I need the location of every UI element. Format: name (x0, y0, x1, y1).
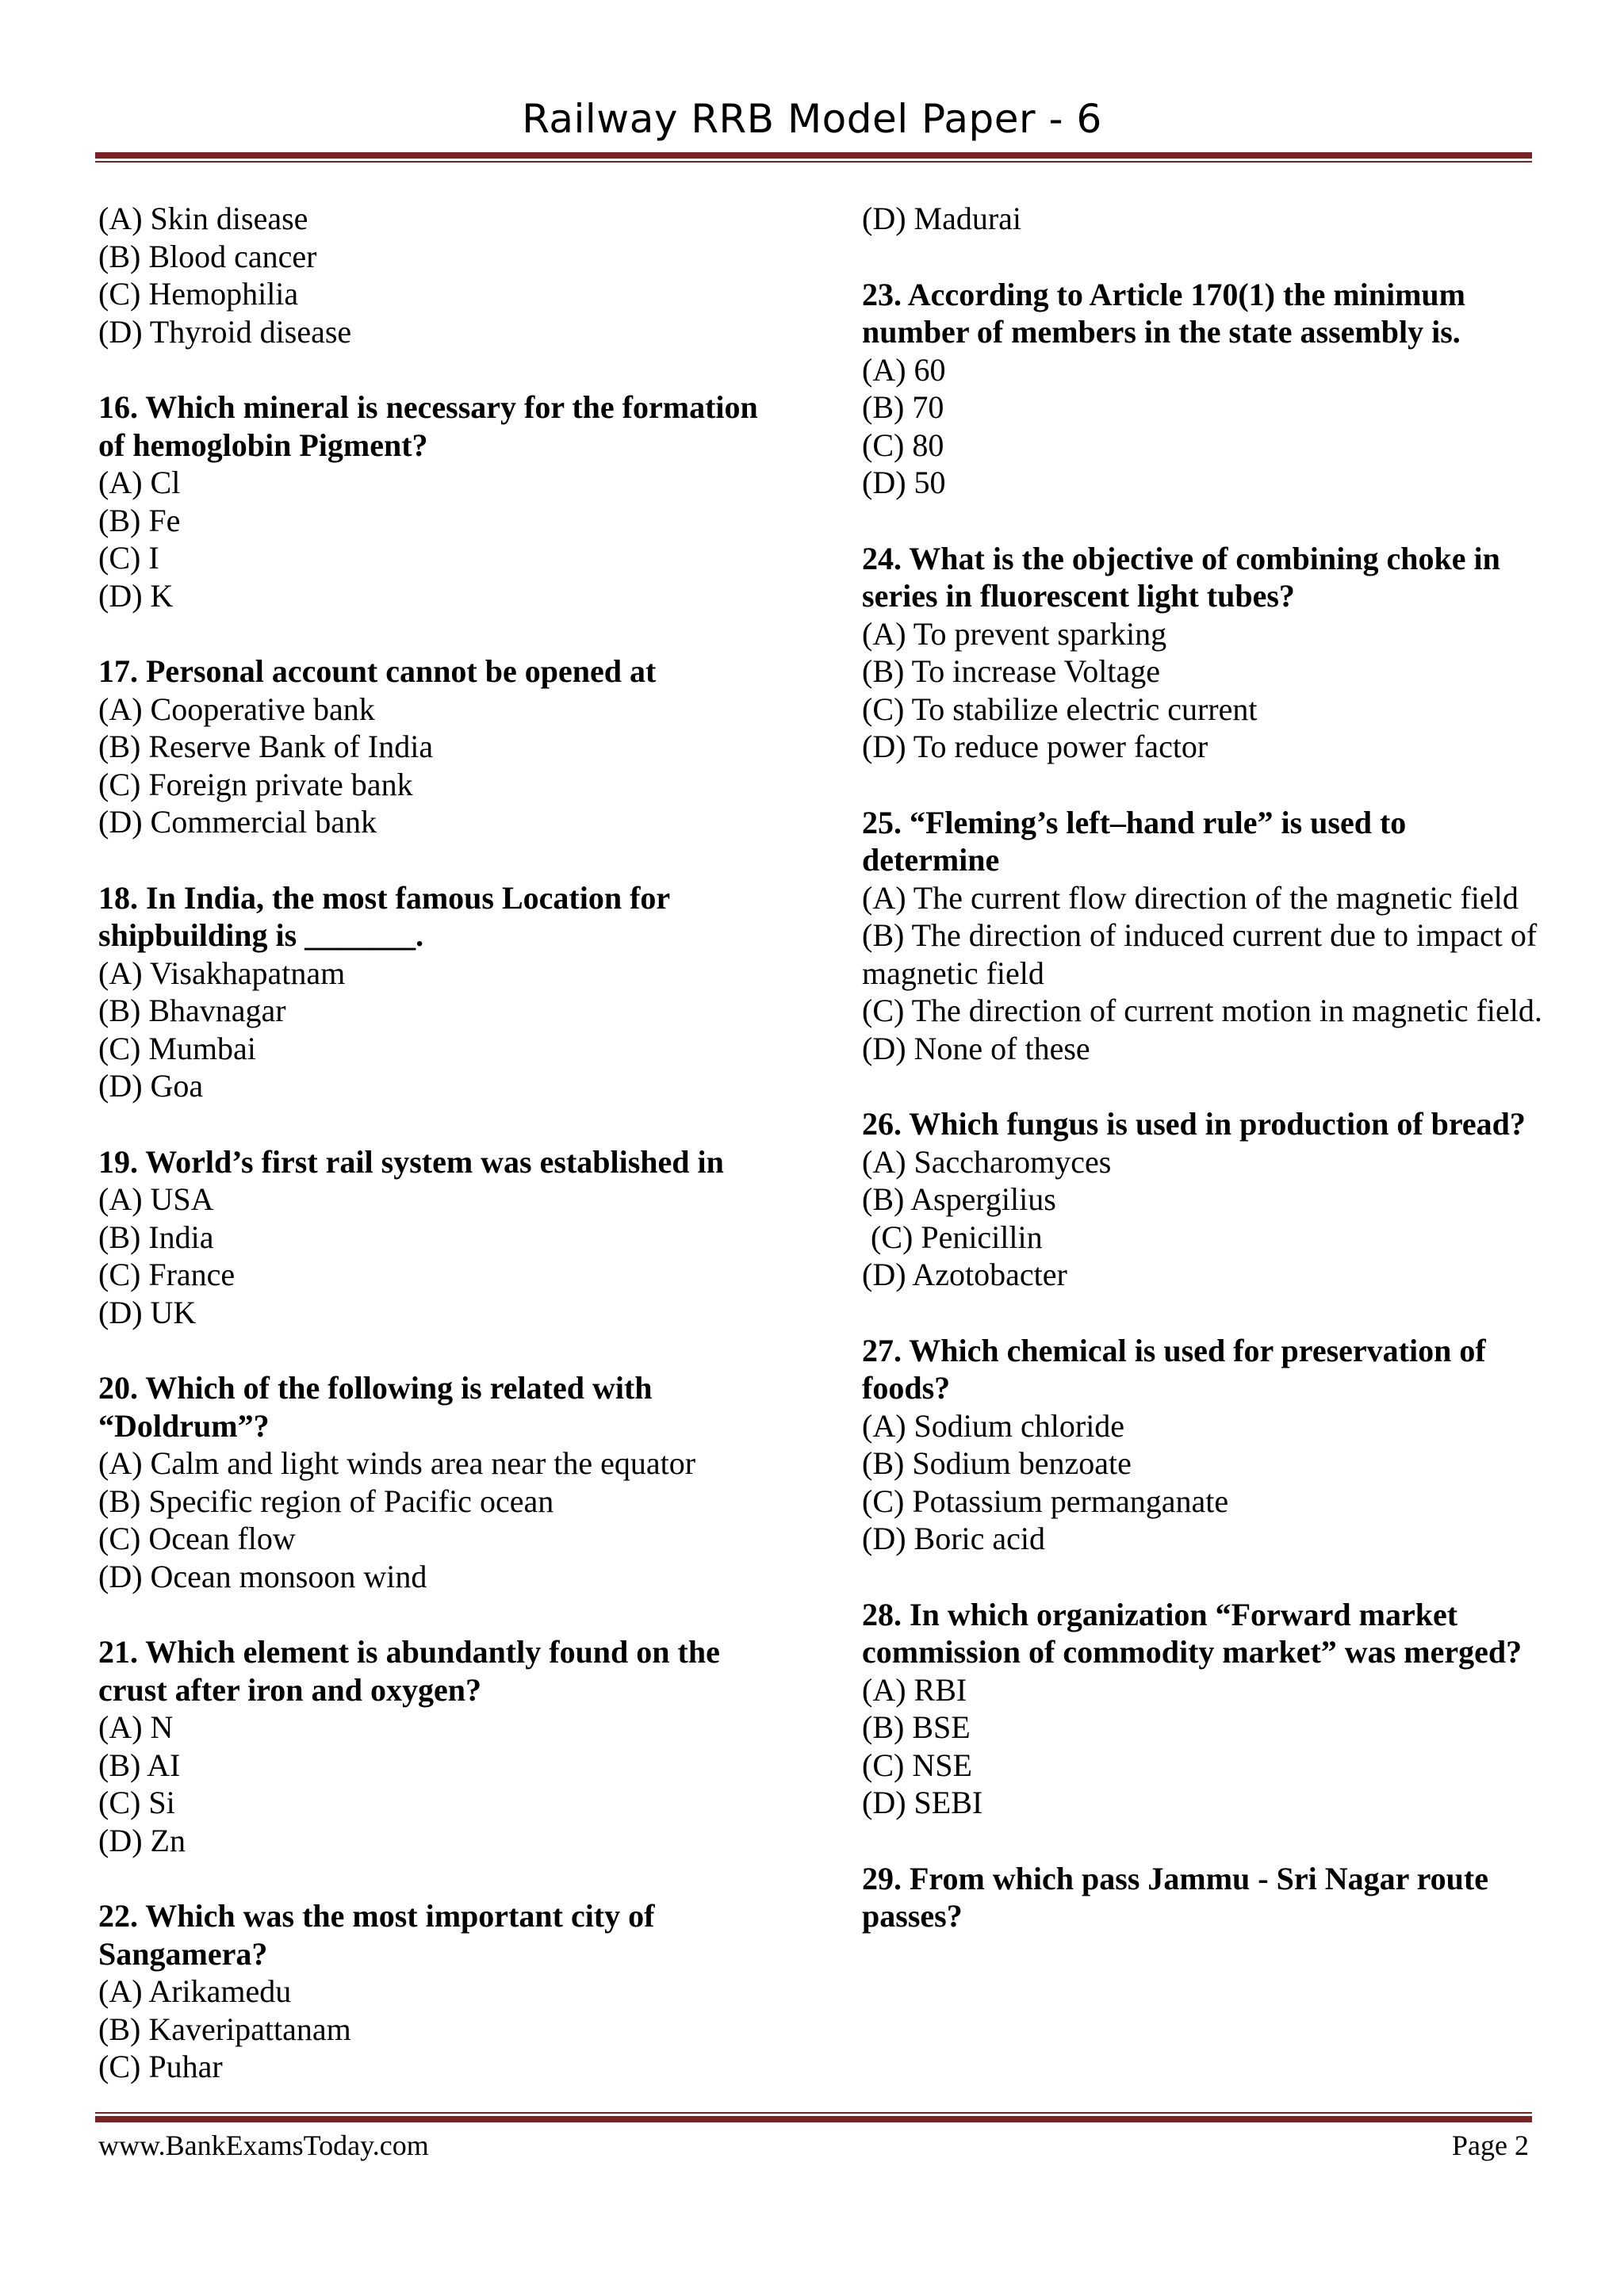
question-text: 18. In India, the most famous Location for shipbuilding is _______. (98, 879, 670, 953)
option: (C) To stabilize electric current (862, 691, 1258, 727)
option: (C) NSE (862, 1747, 972, 1783)
option: (B) Fe (98, 502, 181, 538)
question-block (862, 276, 1544, 502)
option: (D) 50 (862, 465, 946, 500)
question-text: 24. What is the objective of combining choke in series in fluorescent light tubes? (862, 540, 1500, 614)
question-block (98, 1143, 780, 1332)
option: (B) The direction of induced current due to impact of magnetic field (862, 917, 1538, 991)
option: (B) Reserve Bank of India (98, 729, 434, 764)
option: (A) Skin disease (98, 201, 308, 236)
option: (C) Ocean flow (98, 1521, 296, 1556)
option: (A) Visakhapatnam (98, 955, 346, 991)
option: (D) Thyroid disease (98, 313, 352, 350)
question-block (98, 652, 780, 841)
option: (B) AI (98, 1747, 181, 1783)
question-text: 22. Which was the most important city of Sangamera? (98, 1898, 655, 1972)
option: (B) Blood cancer (98, 238, 317, 274)
option: (C) Hemophilia (98, 276, 299, 312)
option: (C) 80 (862, 427, 944, 463)
option: (D) Ocean monsoon wind (98, 1558, 427, 1594)
option: (A) Calm and light winds area near the equator (98, 1445, 696, 1481)
header-divider (95, 152, 1532, 163)
question-text: 25. “Fleming’s left–hand rule” is used to determine (862, 804, 1407, 878)
option: (D) SEBI (862, 1785, 983, 1820)
question-block (862, 1596, 1544, 1822)
option: (D) Zn (98, 1822, 186, 1858)
question-text: 26. Which fungus is used in production of bread? (862, 1106, 1526, 1142)
footer-website: www.BankExamsToday.com (98, 2130, 429, 2161)
header-divider-thin (95, 161, 1532, 163)
option: (D) Goa (98, 1068, 204, 1104)
question-block (98, 388, 780, 614)
option: (A) Saccharomyces (862, 1143, 1112, 1180)
option: (C) France (98, 1257, 236, 1292)
question-text: 28. In which organization “Forward market commission of commodity market” was merged? (862, 1596, 1522, 1670)
question-block (98, 1897, 780, 2086)
option: (D) UK (98, 1294, 197, 1330)
option: (B) BSE (862, 1709, 971, 1745)
option: (B) 70 (862, 389, 944, 425)
left-column (98, 200, 780, 2124)
option: (C) The direction of current motion in magnetic field. (862, 993, 1542, 1028)
question-block (862, 1105, 1544, 1294)
question-text: 19. World’s first rail system was established in (98, 1143, 724, 1180)
header-divider-thick (95, 152, 1532, 159)
option: (B) To increase Voltage (862, 653, 1160, 689)
footer-divider (95, 2112, 1532, 2122)
option: (B) Sodium benzoate (862, 1445, 1132, 1481)
option: (A) Cl (98, 465, 181, 500)
question-block (98, 200, 780, 350)
option: (D) Boric acid (862, 1521, 1046, 1556)
question-block (862, 1332, 1544, 1558)
question-block (98, 1369, 780, 1595)
option: (A) Arikamedu (98, 1973, 292, 2009)
option: (A) Cooperative bank (98, 691, 375, 727)
question-text: 17. Personal account cannot be opened at (98, 653, 657, 689)
question-block (98, 879, 780, 1105)
option: (D) Azotobacter (862, 1257, 1067, 1292)
option: (D) None of these (862, 1030, 1090, 1066)
question-block (862, 200, 1544, 238)
option: (C) Foreign private bank (98, 766, 413, 802)
right-column (862, 200, 1544, 1973)
question-block (862, 540, 1544, 766)
option: (A) The current flow direction of the magnetic field (862, 879, 1519, 916)
question-block (98, 1633, 780, 1859)
option: (C) Si (98, 1785, 175, 1820)
option: (B) Aspergilius (862, 1181, 1056, 1217)
question-text: 27. Which chemical is used for preservation of foods? (862, 1332, 1486, 1406)
option: (C) I (98, 540, 159, 576)
option: (B) Specific region of Pacific ocean (98, 1483, 554, 1519)
option: (A) Sodium chloride (862, 1407, 1125, 1444)
footer-divider-thin (95, 2112, 1532, 2114)
option: (D) To reduce power factor (862, 729, 1208, 764)
option: (A) To prevent sparking (862, 615, 1167, 652)
page-title: Railway RRB Model Paper - 6 (522, 96, 1102, 142)
question-text: 16. Which mineral is necessary for the formation of hemoglobin Pigment? (98, 389, 758, 463)
question-text: 29. From which pass Jammu - Sri Nagar route passes? (862, 1860, 1488, 1934)
option: (A) N (98, 1709, 174, 1745)
question-block (862, 1860, 1544, 1935)
question-block (862, 804, 1544, 1068)
option: (C) Potassium permanganate (862, 1483, 1229, 1519)
option: (A) USA (98, 1181, 214, 1217)
option: (B) Kaveripattanam (98, 2011, 351, 2047)
option: (D) Commercial bank (98, 804, 377, 840)
question-text: 23. According to Article 170(1) the minimum number of members in the state assembly is. (862, 276, 1465, 350)
option: (B) India (98, 1219, 214, 1255)
option: (D) K (98, 577, 174, 614)
question-text: 20. Which of the following is related with “Doldrum”? (98, 1370, 653, 1444)
footer-divider-thick (95, 2116, 1532, 2122)
option: (D) Madurai (862, 201, 1022, 236)
page-number: Page 2 (1452, 2130, 1529, 2161)
question-text: 21. Which element is abundantly found on the crust after iron and oxygen? (98, 1634, 720, 1708)
option: (A) RBI (862, 1671, 967, 1708)
option: (C) Puhar (98, 2049, 223, 2084)
option: (B) Bhavnagar (98, 993, 286, 1028)
option: (C) Penicillin (871, 1219, 1043, 1255)
option: (C) Mumbai (98, 1030, 256, 1066)
option: (A) 60 (862, 351, 946, 388)
